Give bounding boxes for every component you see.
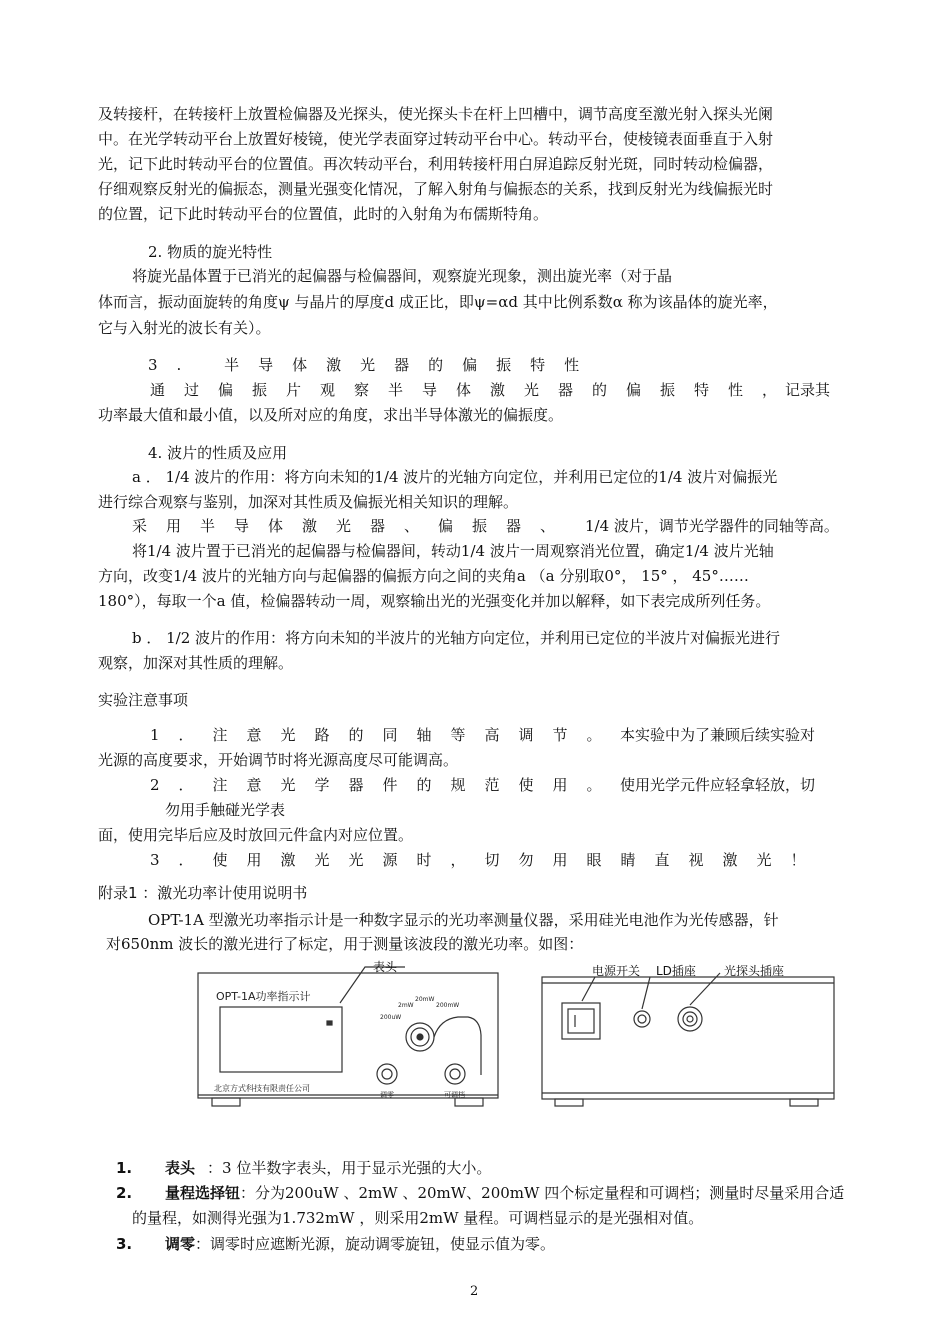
back-foot-left [555, 1099, 583, 1106]
section4a-line1: a ． 1/4 波片的作用：将方向未知的1/4 波片的光轴方向定位，并利用已定位的1/4 波片对偏振光 [132, 468, 778, 486]
note1-c: 光源的高度要求，开始调节时将光源高度尽可能调高。 [98, 751, 459, 769]
appendix-line1: OPT-1A 型激光功率指示计是一种数字显示的光功率测量仪器，采用硅光电池作为光传感器，针 [148, 911, 779, 929]
para1-line1: 及转接杆，在转接杆上放置检偏器及光探头，使光探头卡在杆上凹槽中，调节高度至激光射入探头光阑 [98, 105, 774, 123]
section2-line2: 体而言，振动面旋转的角度ψ 与晶片的厚度d 成正比，即ψ=αd 其中比例系数α 称为该晶体的旋光率， [98, 293, 778, 311]
item3-text: ：调零时应遮断光源，旋动调零旋钮，使显示值为零。 [195, 1235, 556, 1253]
front-brand-text: OPT-1A功率指示计 [216, 990, 311, 1003]
section4-tools-a: 采用半导体激光器、偏振器、 [132, 517, 575, 535]
note3: 3．使用激光光源时，切勿用眼睛直视激光！ [150, 851, 825, 869]
zero-knob [377, 1064, 397, 1084]
section3-heading: 3. 半导体激光器的偏振特性 [148, 356, 599, 374]
item1-number: 1. [116, 1159, 133, 1177]
display-window [220, 1007, 342, 1072]
note2-b: 使用光学元件应轻拿轻放，切 [620, 776, 816, 794]
section3-line1b: 记录其 [785, 381, 831, 399]
page-number: 2 [470, 1284, 479, 1299]
adjust-knob-label: 可调档 [444, 1091, 465, 1099]
section4a-line2: 进行综合观察与鉴别，加深对其性质及偏振光相关知识的理解。 [98, 493, 519, 511]
probe-socket [678, 1007, 702, 1031]
note2-d: 面，使用完毕后应及时放回元件盒内对应位置。 [98, 826, 414, 844]
item2-label: 量程选择钮 [165, 1184, 241, 1202]
section4-tools-b: 1/4 波片，调节光学器件的同轴等高。 [585, 517, 839, 535]
zero-knob-label: 调零 [380, 1091, 394, 1099]
front-maker-text: 北京方式科技有限责任公司 [214, 1084, 310, 1093]
section4-heading: 4. 波片的性质及应用 [148, 444, 288, 462]
para1-line4: 仔细观察反射光的偏振态，测量光强变化情况，了解入射角与偏振态的关系，找到反射光为线偏振光时 [98, 180, 774, 198]
note1-a: 1．注意光路的同轴等高调节。 [150, 726, 621, 744]
item1-label: 表头 [165, 1159, 196, 1177]
range-label-2mw: 2mW [398, 1002, 414, 1009]
section4-proc-line3: 180°），每取一个a 值，检偏器转动一周，观察输出光的光强变化并加以解释，如下表完成所列任务。 [98, 592, 771, 610]
appendix-heading: 附录1 ：激光功率计使用说明书 [98, 884, 308, 902]
item1-text: ：3 位半数字表头，用于显示光强的大小。 [207, 1159, 492, 1177]
item2-text-line2: 的量程，如测得光强为1.732mW ，则采用2mW 量程。可调档显示的是光强相对值。 [132, 1209, 704, 1227]
ld-socket [634, 1011, 650, 1027]
item2-number: 2. [116, 1184, 133, 1202]
item2 [165, 1183, 844, 1203]
back-panel-body [542, 977, 834, 1099]
back-panel [542, 973, 834, 1106]
section4-proc-line1: 将1/4 波片置于已消光的起偏器与检偏器间，转动1/4 波片一周观察消光位置，确定1/4 波片光轴 [132, 542, 774, 560]
section3-line2: 功率最大值和最小值，以及所对应的角度，求出半导体激光的偏振度。 [98, 406, 564, 424]
para1-line5: 的位置，记下此时转动平台的位置值，此时的入射角为布儒斯特角。 [98, 205, 549, 223]
section2-line3: 它与入射光的波长有关）。 [98, 319, 271, 337]
item3-number: 3. [116, 1235, 133, 1253]
ld-callout-line [642, 977, 650, 1009]
power-callout-label: 电源开关 [592, 964, 641, 978]
section2-heading: 2. 物质的旋光特性 [148, 243, 273, 261]
item3 [165, 1234, 555, 1254]
section2-line1: 将旋光晶体置于已消光的起偏器与检偏器间，观察旋光现象，测出旋光率（对于晶 [132, 267, 673, 285]
item3-label: 调零 [165, 1235, 196, 1253]
note2-a: 2．注意光学器件的规范使用。 [150, 776, 621, 794]
section4-proc-line2: 方向，改变1/4 波片的光轴方向与起偏器的偏振方向之间的夹角a （a 分别取0°， 15° ， 45°…… [98, 567, 749, 585]
note2-c: 勿用手触碰光学表 [165, 801, 286, 819]
para1-line2: 中。在光学转动平台上放置好棱镜，使光学表面穿过转动平台中心。转动平台，使棱镜表面垂直于入射 [98, 130, 774, 148]
power-callout-line [582, 977, 595, 1001]
note1-b: 本实验中为了兼顾后续实验对 [620, 726, 816, 744]
range-label-200uw: 200uW [380, 1014, 402, 1021]
adjust-knob [445, 1064, 465, 1084]
ld-callout-label: LD插座 [656, 964, 696, 978]
range-label-200mw: 200mW [436, 1002, 460, 1009]
item1 [165, 1158, 491, 1178]
back-foot-right [790, 1099, 818, 1106]
power-meter-figure [190, 955, 840, 1125]
section3-line1a: 通过偏振片观察半导体激光器的偏振特性， [150, 381, 797, 399]
range-knob-lead [434, 1017, 481, 1075]
display-callout-label: 表头 [373, 960, 398, 974]
item2-text: ：分为200uW 、2mW 、20mW、200mW 四个标定量程和可调档；测量时尽量采用合适 [240, 1184, 845, 1202]
para1-line3: 光，记下此时转动平台的位置值。再次转动平台，利用转接杆用白屏追踪反射光斑，同时转动检偏器， [98, 155, 774, 173]
appendix-line2: 对650nm 波长的激光进行了标定，用于测量该波段的激光功率。如图： [106, 935, 584, 953]
notes-heading: 实验注意事项 [98, 691, 189, 709]
front-foot-right [455, 1098, 483, 1106]
front-foot-left [212, 1098, 240, 1106]
section4b-line2: 观察，加深对其性质的理解。 [98, 654, 294, 672]
section4b-line1: b ． 1/2 波片的作用：将方向未知的半波片的光轴方向定位，并利用已定位的半波片对偏振光进行 [132, 629, 781, 647]
probe-callout-label: 光探头插座 [724, 964, 785, 978]
range-label-20mw: 20mW [415, 996, 435, 1003]
